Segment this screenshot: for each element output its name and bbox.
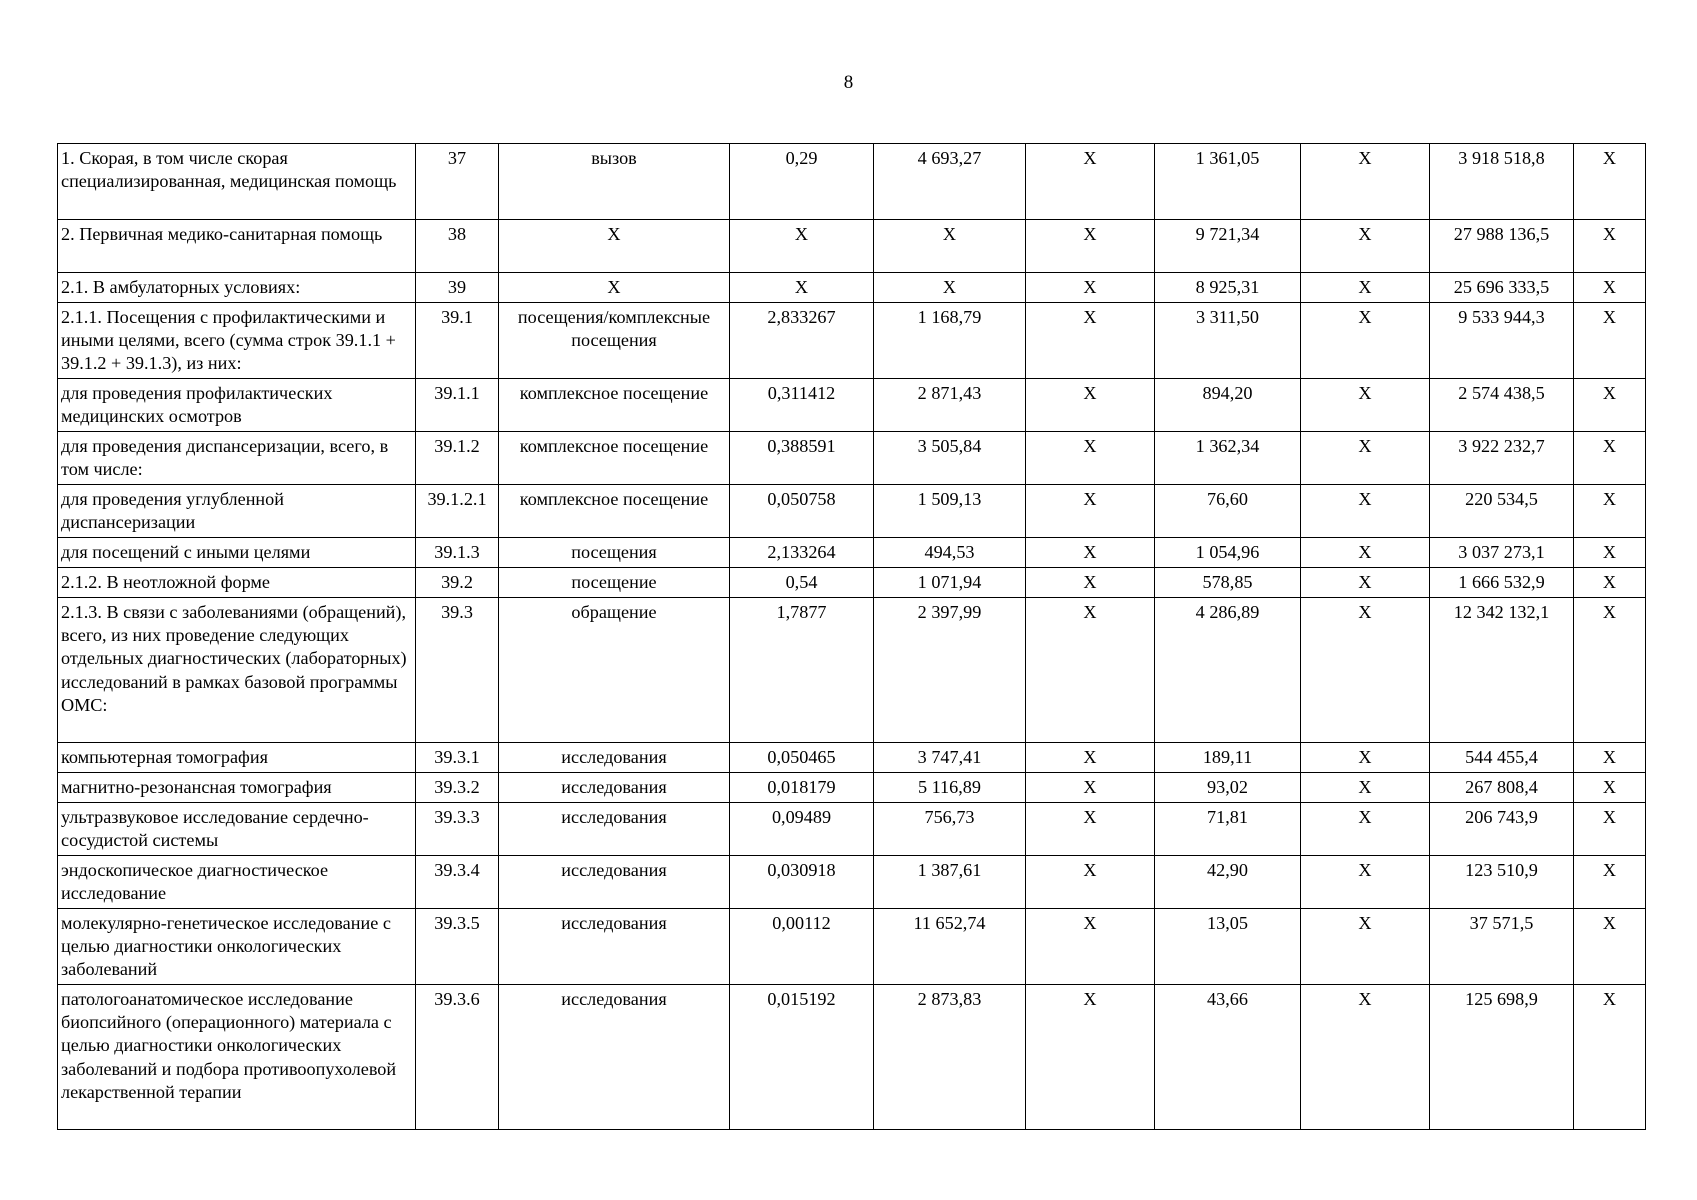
row-name: для проведения профилактических медицинских осмотров <box>58 379 416 432</box>
funding-table <box>57 143 1646 1130</box>
row-code: 39.3.3 <box>416 803 499 856</box>
row-unit: вызов <box>499 144 730 220</box>
row-per-capita: 93,02 <box>1155 773 1301 803</box>
row-total: 220 534,5 <box>1430 485 1574 538</box>
row-cost: 2 871,43 <box>874 379 1026 432</box>
row-per-capita: 43,66 <box>1155 985 1301 1130</box>
row-per-capita: 4 286,89 <box>1155 598 1301 743</box>
row-unit: обращение <box>499 598 730 743</box>
row-col6: Х <box>1026 220 1155 273</box>
table-row <box>58 773 1646 803</box>
row-col8: Х <box>1301 379 1430 432</box>
row-volume: 1,7877 <box>730 598 874 743</box>
row-code: 39.3.4 <box>416 856 499 909</box>
row-col10: Х <box>1574 220 1646 273</box>
table-row <box>58 803 1646 856</box>
row-col6: Х <box>1026 985 1155 1130</box>
row-total: 3 918 518,8 <box>1430 144 1574 220</box>
table-row <box>58 432 1646 485</box>
row-code: 39.3.1 <box>416 743 499 773</box>
row-col6: Х <box>1026 909 1155 985</box>
row-col8: Х <box>1301 273 1430 303</box>
row-total: 25 696 333,5 <box>1430 273 1574 303</box>
page-number: 8 <box>843 72 854 93</box>
row-col8: Х <box>1301 743 1430 773</box>
row-per-capita: 894,20 <box>1155 379 1301 432</box>
row-col8: Х <box>1301 538 1430 568</box>
row-col10: Х <box>1574 856 1646 909</box>
row-unit: Х <box>499 220 730 273</box>
row-cost: 494,53 <box>874 538 1026 568</box>
row-cost: 4 693,27 <box>874 144 1026 220</box>
row-volume: 0,050465 <box>730 743 874 773</box>
row-col6: Х <box>1026 144 1155 220</box>
row-col6: Х <box>1026 773 1155 803</box>
row-volume: 0,015192 <box>730 985 874 1130</box>
table-row <box>58 538 1646 568</box>
row-unit: исследования <box>499 856 730 909</box>
row-cost: Х <box>874 273 1026 303</box>
row-col10: Х <box>1574 379 1646 432</box>
row-total: 27 988 136,5 <box>1430 220 1574 273</box>
row-volume: 0,09489 <box>730 803 874 856</box>
row-total: 267 808,4 <box>1430 773 1574 803</box>
row-per-capita: 76,60 <box>1155 485 1301 538</box>
row-volume: 0,29 <box>730 144 874 220</box>
table-row <box>58 985 1646 1130</box>
row-code: 39.1.1 <box>416 379 499 432</box>
row-name: 2.1. В амбулаторных условиях: <box>58 273 416 303</box>
row-name: ультразвуковое исследование сердечно-сосудистой системы <box>58 803 416 856</box>
row-code: 39.3 <box>416 598 499 743</box>
row-code: 39.1.2.1 <box>416 485 499 538</box>
row-total: 544 455,4 <box>1430 743 1574 773</box>
row-name: 2.1.2. В неотложной форме <box>58 568 416 598</box>
row-unit: исследования <box>499 773 730 803</box>
row-col10: Х <box>1574 303 1646 379</box>
row-per-capita: 42,90 <box>1155 856 1301 909</box>
row-col6: Х <box>1026 432 1155 485</box>
row-unit: Х <box>499 273 730 303</box>
row-unit: посещения <box>499 538 730 568</box>
table-row <box>58 856 1646 909</box>
row-col10: Х <box>1574 144 1646 220</box>
row-col6: Х <box>1026 538 1155 568</box>
row-per-capita: 1 054,96 <box>1155 538 1301 568</box>
table-row <box>58 144 1646 220</box>
row-per-capita: 9 721,34 <box>1155 220 1301 273</box>
row-volume: 0,050758 <box>730 485 874 538</box>
row-col10: Х <box>1574 485 1646 538</box>
row-col8: Х <box>1301 773 1430 803</box>
row-cost: 1 071,94 <box>874 568 1026 598</box>
row-total: 9 533 944,3 <box>1430 303 1574 379</box>
row-col6: Х <box>1026 743 1155 773</box>
row-unit: исследования <box>499 909 730 985</box>
row-col6: Х <box>1026 856 1155 909</box>
row-cost: 756,73 <box>874 803 1026 856</box>
table-row <box>58 743 1646 773</box>
row-volume: 0,54 <box>730 568 874 598</box>
row-unit: комплексное посещение <box>499 379 730 432</box>
row-col6: Х <box>1026 598 1155 743</box>
row-col6: Х <box>1026 303 1155 379</box>
row-col6: Х <box>1026 568 1155 598</box>
row-volume: Х <box>730 273 874 303</box>
row-col8: Х <box>1301 856 1430 909</box>
row-col8: Х <box>1301 432 1430 485</box>
row-code: 39.3.2 <box>416 773 499 803</box>
row-total: 37 571,5 <box>1430 909 1574 985</box>
row-name: 2. Первичная медико-санитарная помощь <box>58 220 416 273</box>
row-cost: 11 652,74 <box>874 909 1026 985</box>
row-col6: Х <box>1026 379 1155 432</box>
row-total: 206 743,9 <box>1430 803 1574 856</box>
row-cost: 1 387,61 <box>874 856 1026 909</box>
row-unit: исследования <box>499 743 730 773</box>
row-col10: Х <box>1574 432 1646 485</box>
table-row <box>58 220 1646 273</box>
row-name: компьютерная томография <box>58 743 416 773</box>
row-col10: Х <box>1574 743 1646 773</box>
row-col8: Х <box>1301 220 1430 273</box>
row-per-capita: 1 361,05 <box>1155 144 1301 220</box>
row-per-capita: 71,81 <box>1155 803 1301 856</box>
table-row <box>58 273 1646 303</box>
table-row <box>58 598 1646 743</box>
row-name: магнитно-резонансная томография <box>58 773 416 803</box>
row-cost: 2 397,99 <box>874 598 1026 743</box>
row-code: 39 <box>416 273 499 303</box>
row-name: 2.1.3. В связи с заболеваниями (обращений), всего, из них проведение следующих отдельных диагностических (лабораторных) исследований в рамках базовой программы ОМС: <box>58 598 416 743</box>
row-col8: Х <box>1301 803 1430 856</box>
row-volume: 0,311412 <box>730 379 874 432</box>
row-name: 1. Скорая, в том числе скорая специализированная, медицинская помощь <box>58 144 416 220</box>
row-total: 12 342 132,1 <box>1430 598 1574 743</box>
row-col6: Х <box>1026 485 1155 538</box>
row-col10: Х <box>1574 598 1646 743</box>
row-col10: Х <box>1574 273 1646 303</box>
row-unit: посещение <box>499 568 730 598</box>
row-total: 1 666 532,9 <box>1430 568 1574 598</box>
row-col8: Х <box>1301 985 1430 1130</box>
row-name: для проведения углубленной диспансеризации <box>58 485 416 538</box>
row-col10: Х <box>1574 909 1646 985</box>
row-cost: 2 873,83 <box>874 985 1026 1130</box>
row-col8: Х <box>1301 144 1430 220</box>
row-name: молекулярно-генетическое исследование с целью диагностики онкологических заболеваний <box>58 909 416 985</box>
row-total: 123 510,9 <box>1430 856 1574 909</box>
row-col6: Х <box>1026 803 1155 856</box>
row-col10: Х <box>1574 985 1646 1130</box>
row-total: 3 037 273,1 <box>1430 538 1574 568</box>
row-code: 37 <box>416 144 499 220</box>
row-col6: Х <box>1026 273 1155 303</box>
row-code: 39.1 <box>416 303 499 379</box>
row-name: 2.1.1. Посещения с профилактическими и иными целями, всего (сумма строк 39.1.1 + 39.1.2 + 39.1.3), из них: <box>58 303 416 379</box>
row-cost: 3 747,41 <box>874 743 1026 773</box>
row-col10: Х <box>1574 568 1646 598</box>
row-col8: Х <box>1301 303 1430 379</box>
row-per-capita: 8 925,31 <box>1155 273 1301 303</box>
row-total: 3 922 232,7 <box>1430 432 1574 485</box>
row-per-capita: 3 311,50 <box>1155 303 1301 379</box>
row-col8: Х <box>1301 485 1430 538</box>
row-volume: 2,833267 <box>730 303 874 379</box>
table-row <box>58 909 1646 985</box>
row-name: эндоскопическое диагностическое исследование <box>58 856 416 909</box>
row-per-capita: 578,85 <box>1155 568 1301 598</box>
row-volume: 0,030918 <box>730 856 874 909</box>
row-volume: Х <box>730 220 874 273</box>
row-code: 39.2 <box>416 568 499 598</box>
row-per-capita: 189,11 <box>1155 743 1301 773</box>
row-name: для проведения диспансеризации, всего, в том числе: <box>58 432 416 485</box>
row-per-capita: 1 362,34 <box>1155 432 1301 485</box>
row-cost: 1 168,79 <box>874 303 1026 379</box>
row-unit: исследования <box>499 985 730 1130</box>
row-code: 38 <box>416 220 499 273</box>
row-code: 39.3.5 <box>416 909 499 985</box>
row-code: 39.3.6 <box>416 985 499 1130</box>
row-total: 125 698,9 <box>1430 985 1574 1130</box>
row-cost: Х <box>874 220 1026 273</box>
row-cost: 5 116,89 <box>874 773 1026 803</box>
table-row <box>58 485 1646 538</box>
table-row <box>58 379 1646 432</box>
row-volume: 0,018179 <box>730 773 874 803</box>
row-unit: исследования <box>499 803 730 856</box>
row-volume: 2,133264 <box>730 538 874 568</box>
row-per-capita: 13,05 <box>1155 909 1301 985</box>
row-col8: Х <box>1301 909 1430 985</box>
row-volume: 0,00112 <box>730 909 874 985</box>
row-code: 39.1.2 <box>416 432 499 485</box>
row-unit: комплексное посещение <box>499 432 730 485</box>
row-col10: Х <box>1574 803 1646 856</box>
row-cost: 1 509,13 <box>874 485 1026 538</box>
row-code: 39.1.3 <box>416 538 499 568</box>
row-total: 2 574 438,5 <box>1430 379 1574 432</box>
row-volume: 0,388591 <box>730 432 874 485</box>
row-col10: Х <box>1574 773 1646 803</box>
table-row <box>58 303 1646 379</box>
row-col8: Х <box>1301 598 1430 743</box>
row-name: для посещений с иными целями <box>58 538 416 568</box>
table-body <box>58 144 1646 1130</box>
row-col8: Х <box>1301 568 1430 598</box>
row-name: патологоанатомическое исследование биопсийного (операционного) материала с целью диагностики онкологических заболеваний и подбора противоопухолевой лекарственной терапии <box>58 985 416 1130</box>
row-cost: 3 505,84 <box>874 432 1026 485</box>
row-col10: Х <box>1574 538 1646 568</box>
table-row <box>58 568 1646 598</box>
row-unit: комплексное посещение <box>499 485 730 538</box>
row-unit: посещения/комплексные посещения <box>499 303 730 379</box>
